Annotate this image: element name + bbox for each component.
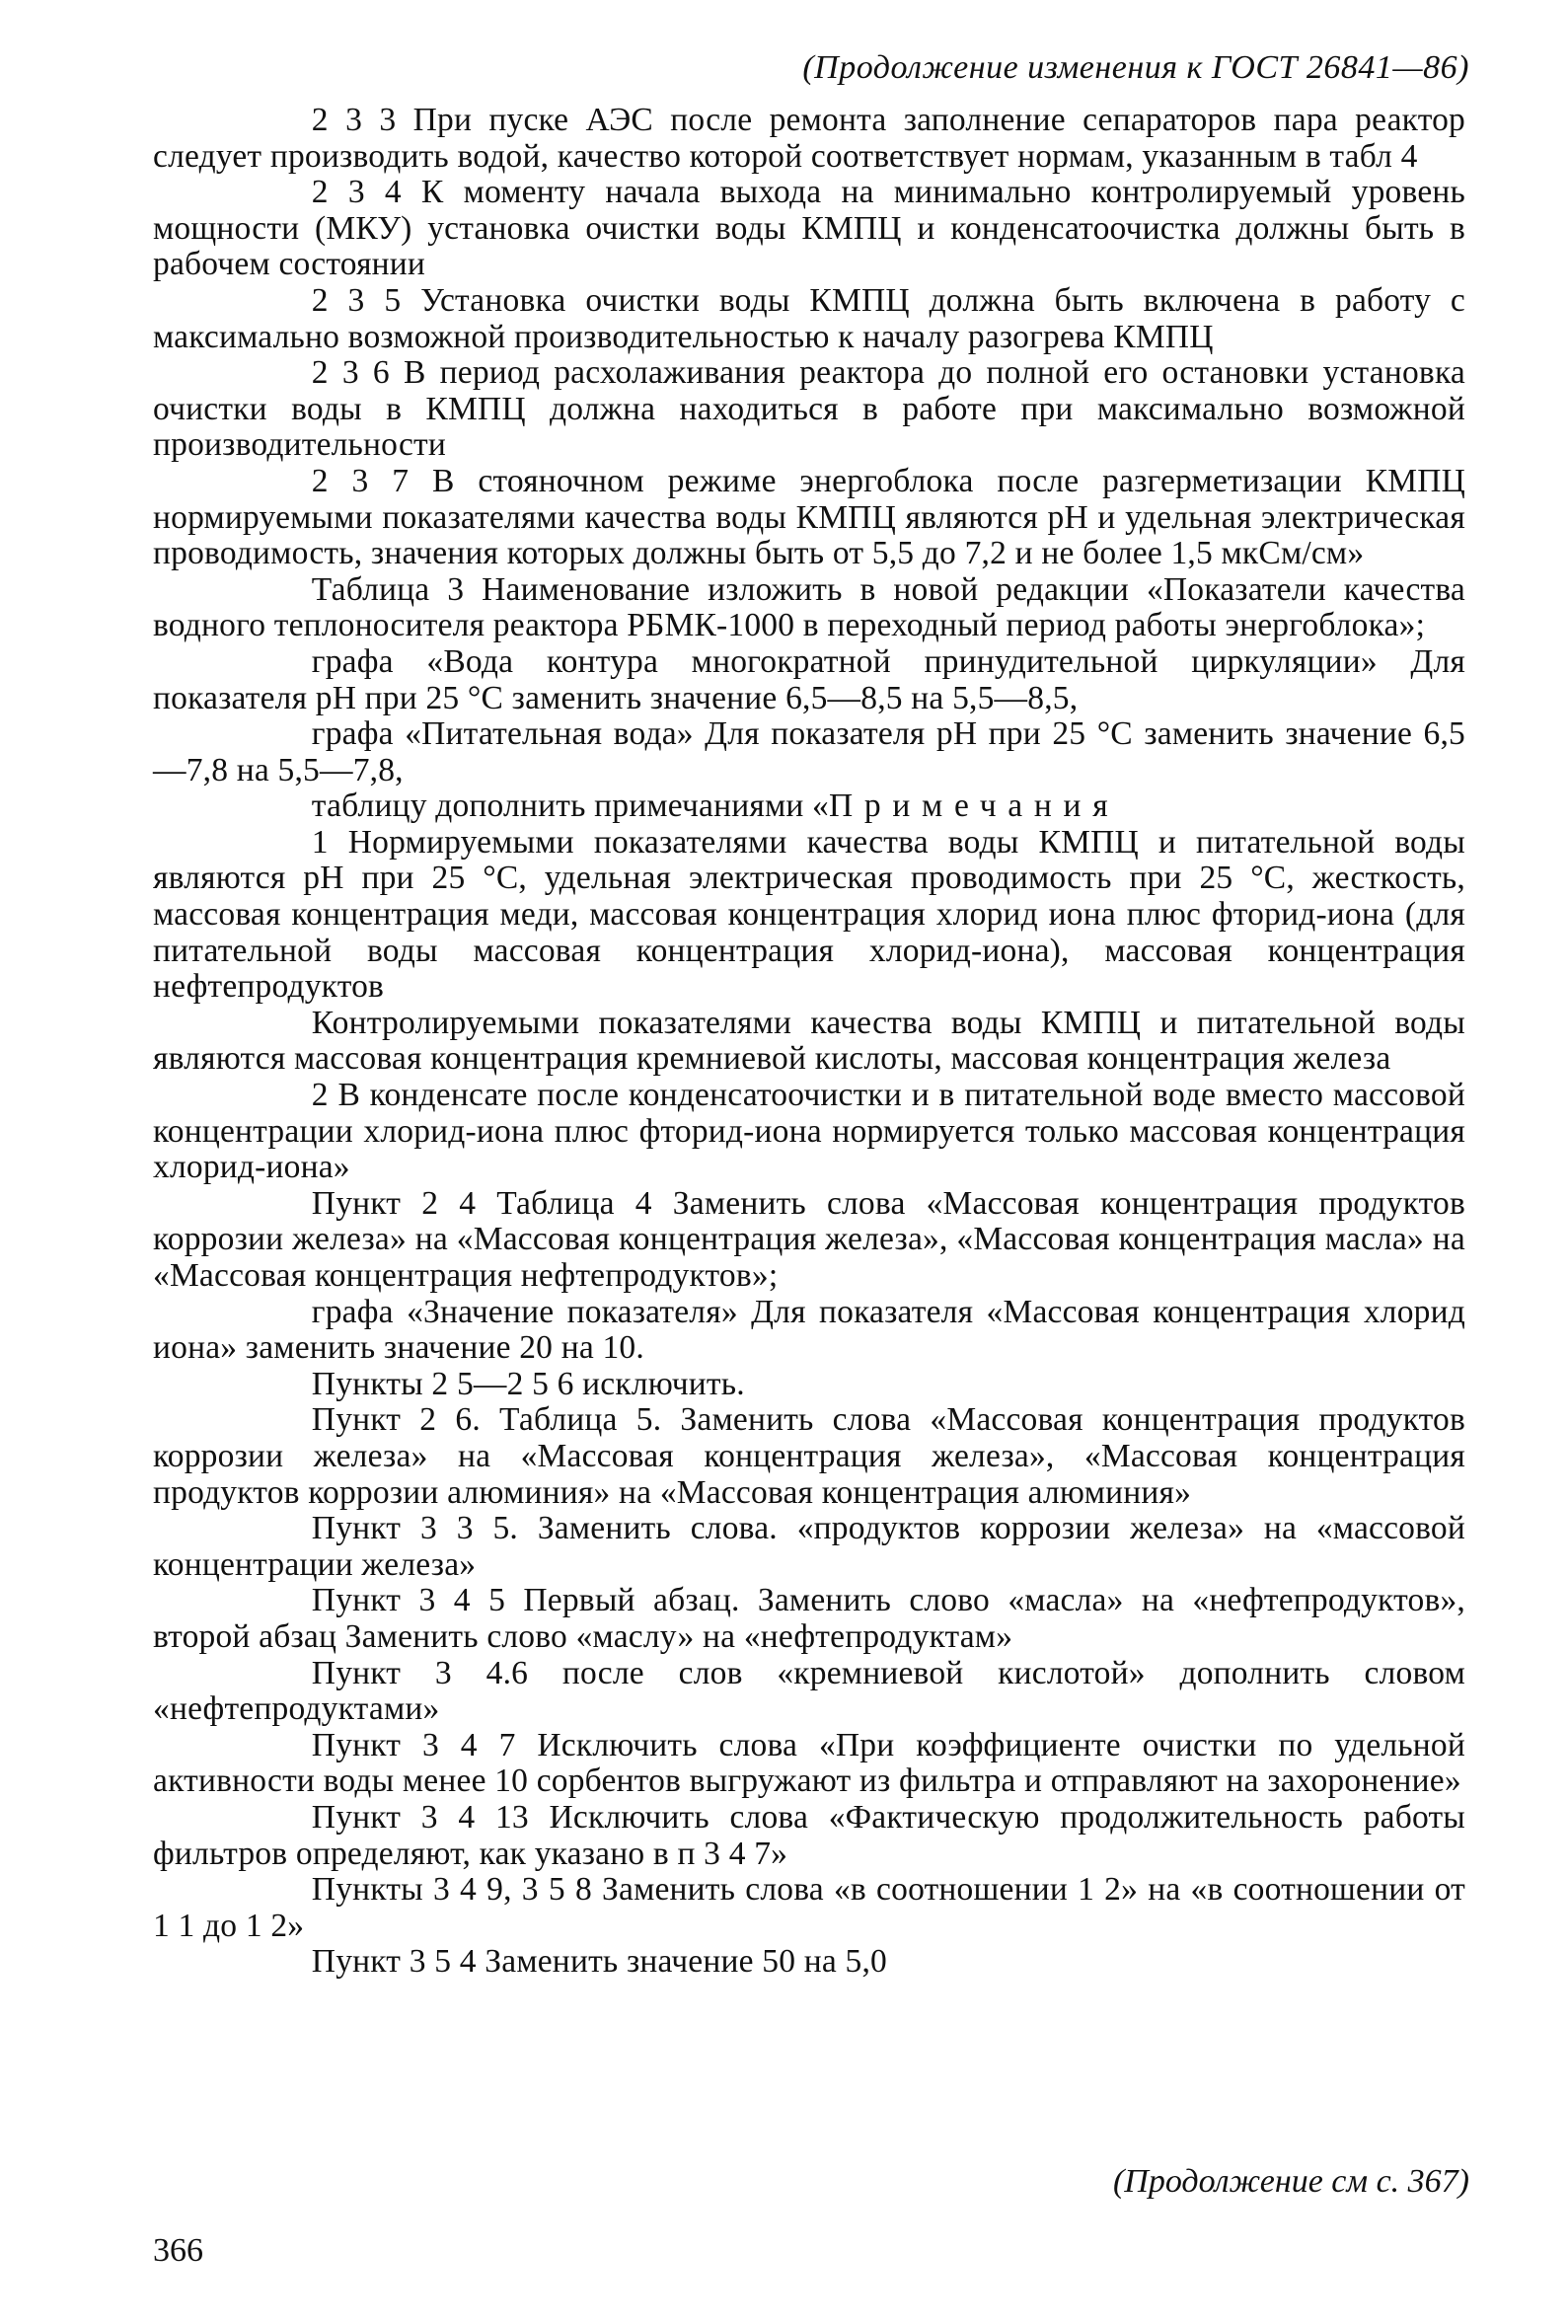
paragraph: Пункт 3 4 7 Исключить слова «При коэффициенте очистки по удельной активности воды менее 10 сорбентов выгружают из фильтра и отправляют на захоронение»: [153, 1726, 1465, 1800]
paragraph: 2 3 5 Установка очистки воды КМПЦ должна быть включена в работу с максимально возможной производительностью к началу разогрева КМПЦ: [153, 281, 1465, 355]
paragraph: 2 3 3 При пуске АЭС после ремонта заполнение сепараторов пара реактор следует производить водой, качество которой соответствует нормам, указанным в табл 4: [153, 102, 1465, 175]
paragraph: Пункт 3 4.6 после слов «кремниевой кислотой» дополнить словом «нефтепродуктами»: [153, 1654, 1465, 1728]
paragraph: 1 Нормируемыми показателями качества воды КМПЦ и питательной воды являются рН при 25 °С, удельная электрическая проводимость при 25 °С, жесткость, массовая концентрация меди, массовая концентрация хлорид иона плюс фторид-иона (для питательной воды массовая концентрация хлорид-иона), массовая концентрация нефтепродуктов: [153, 823, 1465, 1006]
paragraph: графа «Питательная вода» Для показателя рН при 25 °С заменить значение 6,5—7,8 на 5,5—7,8,: [153, 715, 1465, 788]
notes-heading: Примечания: [829, 787, 1120, 825]
paragraph: 2 В конденсате после конденсатоочистки и в питательной воде вместо массовой концентрации хлорид-иона плюс фторид-иона нормируется только массовая концентрация хлорид-иона»: [153, 1077, 1465, 1186]
paragraph: Пункт 3 5 4 Заменить значение 50 на 5,0: [311, 1943, 887, 1981]
continuation-footer: (Продолжение см с. 367): [1112, 2163, 1469, 2200]
continuation-header: (Продолжение изменения к ГОСТ 26841—86): [802, 49, 1469, 86]
paragraph: Пункты 2 5—2 5 6 исключить.: [311, 1365, 745, 1402]
paragraph: Пункт 3 4 13 Исключить слова «Фактическую продолжительность работы фильтров определяют, как указано в п 3 4 7»: [153, 1798, 1465, 1872]
paragraph: 2 3 4 К моменту начала выхода на минимально контролируемый уровень мощности (МКУ) установка очистки воды КМПЦ и конденсатоочистка должны быть в рабочем состоянии: [153, 174, 1465, 283]
paragraph: Пункт 3 4 5 Первый абзац. Заменить слово «масла» на «нефтепродуктов», второй абзац Заменить слово «маслу» на «нефтепродуктам»: [153, 1582, 1465, 1655]
paragraph: 2 3 6 В период расхолаживания реактора до полной его остановки установка очистки воды в КМПЦ должна находиться в работе при максимально возможной производительности: [153, 354, 1465, 464]
paragraph: графа «Вода контура многократной принудительной циркуляции» Для показателя рН при 25 °С заменить значение 6,5—8,5 на 5,5—8,5,: [153, 642, 1465, 716]
notes-intro-text: таблицу дополнить примечаниями «: [311, 787, 829, 825]
paragraph: графа «Значение показателя» Для показателя «Массовая концентрация хлорид иона» заменить значение 20 на 10.: [153, 1293, 1465, 1367]
paragraph: Пункты 3 4 9, 3 5 8 Заменить слова «в соотношении 1 2» на «в соотношении от 1 1 до 1 2»: [153, 1871, 1465, 1944]
paragraph: Пункт 3 3 5. Заменить слова. «продуктов коррозии железа» на «массовой концентрации железа»: [153, 1510, 1465, 1583]
paragraph: Контролируемыми показателями качества воды КМПЦ и питательной воды являются массовая концентрация кремниевой кислоты, массовая концентрация железа: [153, 1004, 1465, 1078]
notes-intro: [153, 788, 1465, 825]
paragraph: Пункт 2 4 Таблица 4 Заменить слова «Массовая концентрация продуктов коррозии железа» на «Массовая концентрация железа», «Массовая концентрация масла» на «Массовая концентрация нефтепродуктов»;: [153, 1184, 1465, 1294]
page-number: 366: [153, 2232, 203, 2269]
paragraph: Таблица 3 Наименование изложить в новой редакции «Показатели качества водного теплоносителя реактора РБМК-1000 в переходный период работы энергоблока»;: [153, 570, 1465, 644]
paragraph: Пункт 2 6. Таблица 5. Заменить слова «Массовая концентрация продуктов коррозии железа» на «Массовая концентрация железа», «Массовая концентрация продуктов коррозии алюминия» на «Массовая концентрация алюминия»: [153, 1401, 1465, 1511]
paragraph: 2 3 7 В стояночном режиме энергоблока после разгерметизации КМПЦ нормируемыми показателями качества воды КМПЦ являются рН и удельная электрическая проводимость, значения которых должны быть от 5,5 до 7,2 и не более 1,5 мкСм/см»: [153, 462, 1465, 572]
document-body: [153, 103, 1465, 1981]
